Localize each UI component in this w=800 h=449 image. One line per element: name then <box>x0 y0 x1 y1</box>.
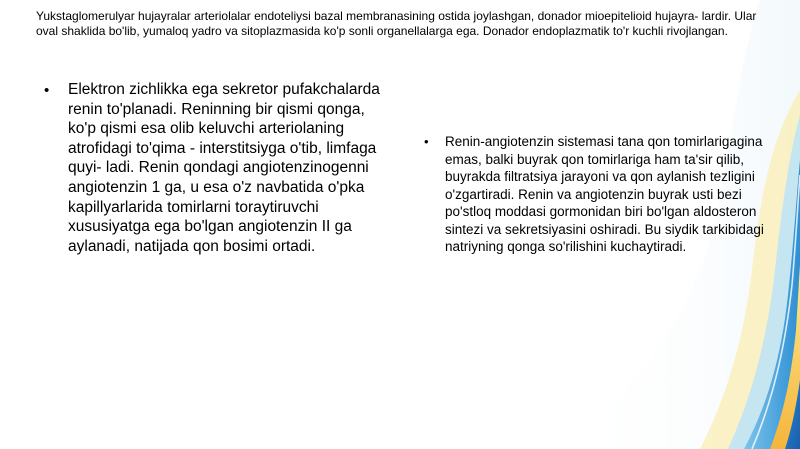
bullet-item-renin-angiotensin-system <box>424 133 784 256</box>
intro-paragraph: Yukstaglomerulyar hujayralar arteriolalar endoteliysi bazal membranasining ostida joylashgan, donador mioepitelioid hujayra- lardir. Ular oval shaklida bo'lib, yumaloq yadro va sitoplazmasida ko'p sonli organellalarga ega. Donador endoplazmatik to'r kuchli rivojlangan. <box>36 9 757 38</box>
bullet-text: Renin-angiotenzin sistemasi tana qon tomirlarigagina emas, balki buyrak qon tomirlariga ham ta'sir qilib, buyrakda filtratsiya jarayoni va qon aylanish tezligini o'zgartiradi. Renin va angiotenzin buyrak usti bezi po'stloq moddasi gormonidan biri bo'lgan aldosteron sintezi va sekretsiyasini oshiradi. Bu siydik tarkibidagi natriyning qonga so'rilishini kuchaytiradi. <box>445 134 764 254</box>
bullet-item-renin-secretion <box>44 80 394 256</box>
bullet-icon: • <box>44 82 50 99</box>
bullet-text: Elektron zichlikka ega sekretor pufakchalarda renin to'planadi. Reninning bir qismi qonga, ko'p qismi esa olib keluvchi arteriolaning atrofidagi to'qima - interstitsiyga o'tib, limfaga quyi- ladi. Renin qondagi angiotenzinogenni angiotenzin 1 ga, u esa o'z navbatida o'pka kapillyarlarida tomirlarni toraytiruvchi xususiyatga ega bo'lgan angiotenzin II ga aylanadi, natijada qon bosimi ortadi. <box>68 81 380 255</box>
bullet-icon: • <box>424 134 429 149</box>
